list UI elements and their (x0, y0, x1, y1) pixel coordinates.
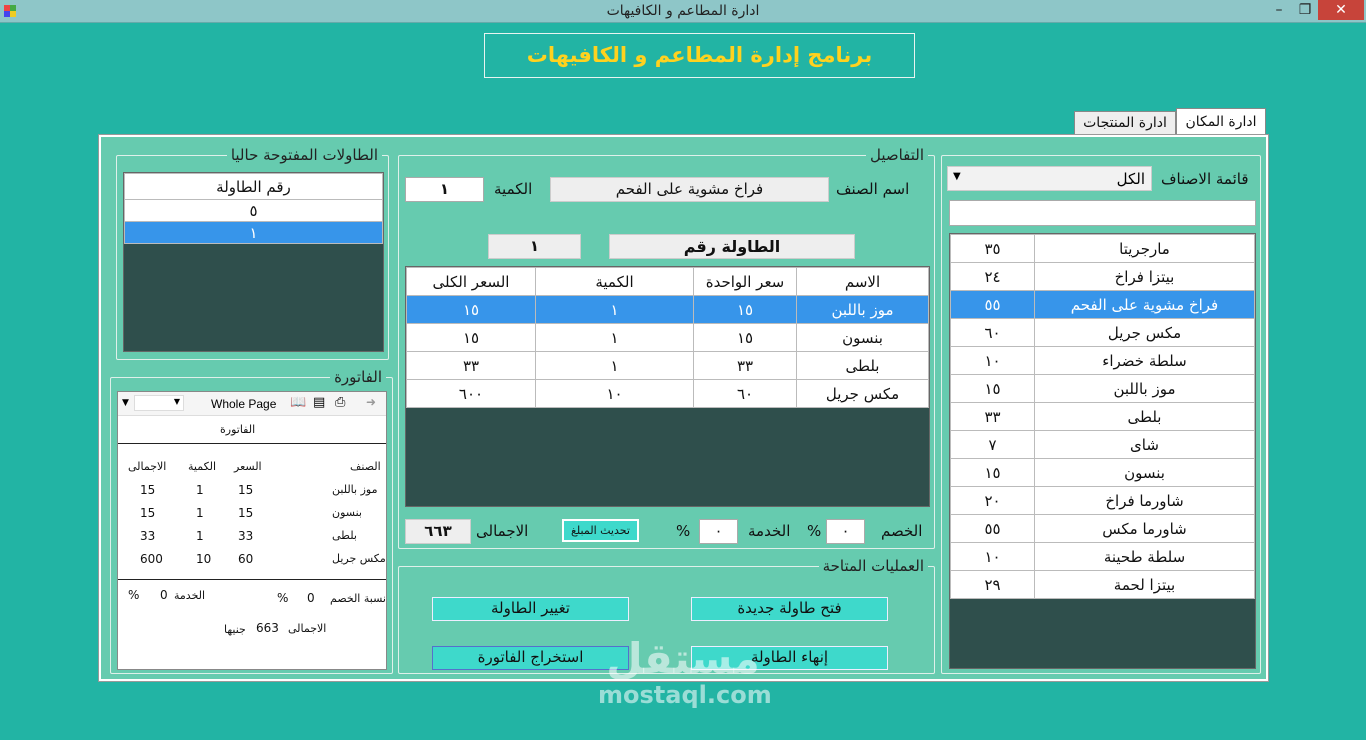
total-value: ٦٦٣ (405, 519, 471, 544)
report-viewer[interactable] (117, 391, 387, 670)
order-row[interactable] (407, 380, 929, 408)
tab-content-inner (101, 137, 1266, 679)
categories-label: قائمة الاصناف (1161, 170, 1249, 188)
invoice-group (110, 368, 393, 674)
page-setup-icon[interactable]: 📖 (290, 395, 307, 410)
discount-label: الخصم (881, 522, 923, 540)
col-name: الاسم (797, 268, 929, 296)
report-cell-total: 15 (140, 506, 156, 520)
order-cell-total: ١٥ (407, 296, 536, 324)
update-total-button[interactable]: تحديث المبلغ (562, 519, 639, 542)
category-row[interactable] (951, 347, 1255, 375)
window-title: ادارة المطاعم و الكافيهات (606, 3, 760, 19)
report-col-item: الصنف (350, 460, 381, 473)
category-price: ٢٤ (951, 263, 1035, 291)
report-discount-value: 0 (307, 591, 315, 605)
report-discount-percent: % (277, 591, 289, 605)
category-price: ١٥ (951, 459, 1035, 487)
order-cell-total: ٦٠٠ (407, 380, 536, 408)
categories-grid[interactable] (949, 233, 1256, 669)
order-cell-qty: ١٠ (536, 380, 694, 408)
report-service-percent: % (128, 588, 140, 602)
order-row[interactable] (407, 324, 929, 352)
table-number-value: ١ (488, 234, 581, 259)
category-price: ١٠ (951, 543, 1035, 571)
watermark-latin: mostaql.com (598, 681, 772, 709)
qty-label: الكمية (494, 180, 533, 198)
report-col-total: الاجمالى (128, 460, 167, 473)
total-label: الاجمالى (476, 522, 529, 540)
col-unit-price: سعر الواحدة (694, 268, 797, 296)
category-price: ١٥ (951, 375, 1035, 403)
order-cell-name: بنسون (797, 324, 929, 352)
order-cell-name: بلطى (797, 352, 929, 380)
app-banner: برنامج إدارة المطاعم و الكافيهات (484, 33, 915, 78)
category-row[interactable] (951, 459, 1255, 487)
report-cell-qty: 1 (196, 483, 204, 497)
restore-icon[interactable]: ❐ (1298, 2, 1312, 18)
order-cell-total: ١٥ (407, 324, 536, 352)
open-table-row[interactable] (125, 222, 383, 244)
report-currency: جنيها (224, 623, 246, 636)
table-number-label: الطاولة رقم (609, 234, 855, 259)
category-name: مكس جريل (1035, 319, 1255, 347)
report-cell-price: 15 (238, 506, 254, 520)
zoom-select[interactable] (134, 395, 184, 411)
category-row[interactable] (951, 263, 1255, 291)
open-table-row[interactable] (125, 200, 383, 222)
print-layout-icon[interactable]: ▤ (313, 395, 326, 410)
order-cell-unit-price: ١٥ (694, 324, 797, 352)
order-cell-total: ٣٣ (407, 352, 536, 380)
category-price: ٥٥ (951, 291, 1035, 319)
order-cell-unit-price: ١٥ (694, 296, 797, 324)
minimize-icon[interactable]: – (1275, 2, 1283, 18)
details-title: التفاصيل (866, 146, 928, 164)
export-icon[interactable]: ▼ (122, 398, 129, 408)
report-title: الفاتورة (220, 423, 256, 436)
category-row[interactable] (951, 235, 1255, 263)
category-name: بنسون (1035, 459, 1255, 487)
col-total: السعر الكلى (407, 268, 536, 296)
category-price: ٢٩ (951, 571, 1035, 599)
report-cell-price: 33 (238, 529, 254, 543)
report-cell-qty: 1 (196, 506, 204, 520)
order-row[interactable] (407, 352, 929, 380)
category-name: موز باللبن (1035, 375, 1255, 403)
order-cell-qty: ١ (536, 352, 694, 380)
details-group (398, 146, 935, 549)
order-grid[interactable] (405, 266, 930, 507)
report-cell-price: 15 (238, 483, 254, 497)
category-row[interactable] (951, 319, 1255, 347)
report-toolbar (118, 392, 386, 416)
print-invoice-button[interactable]: استخراج الفاتورة (432, 646, 629, 670)
report-service-value: 0 (160, 588, 168, 602)
col-table-number: رقم الطاولة (125, 174, 383, 200)
category-price: ٦٠ (951, 319, 1035, 347)
close-icon[interactable]: ✕ (1318, 0, 1364, 20)
category-price: ٧ (951, 431, 1035, 459)
category-name: سلطة طحينة (1035, 543, 1255, 571)
category-search-input[interactable] (949, 200, 1256, 226)
print-icon[interactable]: ⎙ (335, 395, 346, 410)
report-total-value: 663 (256, 621, 279, 635)
order-table (406, 267, 929, 408)
category-name: بيتزا فراخ (1035, 263, 1255, 291)
chevron-down-icon: ▼ (953, 171, 961, 182)
order-cell-unit-price: ٣٣ (694, 352, 797, 380)
category-name: فراخ مشوية على الفحم (1035, 291, 1255, 319)
order-cell-qty: ١ (536, 324, 694, 352)
col-qty: الكمية (536, 268, 694, 296)
report-cell-total: 15 (140, 483, 156, 497)
category-row[interactable] (951, 571, 1255, 599)
zoom-value: Whole Page (211, 397, 277, 411)
change-table-button[interactable]: تغيير الطاولة (432, 597, 629, 621)
report-total-label: الاجمالى (288, 622, 327, 635)
order-cell-unit-price: ٦٠ (694, 380, 797, 408)
category-row[interactable] (951, 403, 1255, 431)
tab-products[interactable]: ادارة المنتجات (1074, 111, 1176, 135)
order-header-row (407, 268, 929, 296)
new-table-button[interactable]: فتح طاولة جديدة (691, 597, 888, 621)
report-footer-rule (118, 579, 386, 580)
watermark (598, 634, 772, 709)
tab-content-panel (98, 134, 1269, 682)
report-cell-item: موز باللبن (332, 483, 378, 496)
category-row[interactable] (951, 375, 1255, 403)
category-row[interactable] (951, 291, 1255, 319)
category-price: ١٠ (951, 347, 1035, 375)
report-col-price: السعر (234, 460, 262, 473)
category-select[interactable] (947, 166, 1152, 191)
order-cell-qty: ١ (536, 296, 694, 324)
order-cell-name: موز باللبن (797, 296, 929, 324)
report-discount-label: نسبة الخصم (330, 592, 386, 605)
watermark-arabic: مستقل (606, 634, 760, 683)
report-cell-qty: 1 (196, 529, 204, 543)
report-service-label: الخدمة (174, 589, 206, 602)
open-tables-group (116, 146, 389, 360)
operations-title: العمليات المتاحة (819, 557, 928, 575)
report-cell-total: 33 (140, 529, 156, 543)
forward-icon[interactable]: ➜ (366, 395, 377, 409)
category-row[interactable] (951, 431, 1255, 459)
category-row[interactable] (951, 515, 1255, 543)
open-tables-grid[interactable] (123, 172, 384, 352)
discount-input[interactable]: ٠ (826, 519, 865, 544)
service-label: الخدمة (748, 522, 791, 540)
category-name: شاورما مكس (1035, 515, 1255, 543)
category-price: ٥٥ (951, 515, 1035, 543)
qty-input[interactable]: ١ (405, 177, 484, 202)
zoom-chevron-icon: ▼ (173, 397, 180, 406)
tab-places[interactable]: ادارة المكان (1176, 108, 1266, 136)
report-col-qty: الكمية (188, 460, 217, 473)
open-tables-table (124, 173, 383, 244)
report-cell-item: بلطى (332, 529, 357, 542)
category-name: سلطة خضراء (1035, 347, 1255, 375)
service-percent: % (676, 522, 691, 540)
report-cell-item: بنسون (332, 506, 362, 519)
item-name-field[interactable]: فراخ مشوية على الفحم (550, 177, 829, 202)
category-name: شاى (1035, 431, 1255, 459)
report-cell-price: 60 (238, 552, 254, 566)
category-name: بيتزا لحمة (1035, 571, 1255, 599)
open-tables-header (125, 174, 383, 200)
report-cell-qty: 10 (196, 552, 212, 566)
categories-table (950, 234, 1255, 599)
report-title-rule (118, 443, 386, 444)
service-input[interactable]: ٠ (699, 519, 738, 544)
open-table-number: ٥ (125, 200, 383, 222)
category-row[interactable] (951, 543, 1255, 571)
discount-percent: % (807, 522, 822, 540)
item-name-label: اسم الصنف (836, 180, 910, 198)
category-price: ٣٥ (951, 235, 1035, 263)
open-tables-title: الطاولات المفتوحة حاليا (227, 146, 382, 164)
order-row[interactable] (407, 296, 929, 324)
category-name: شاورما فراخ (1035, 487, 1255, 515)
category-name: بلطى (1035, 403, 1255, 431)
order-cell-name: مكس جريل (797, 380, 929, 408)
category-row[interactable] (951, 487, 1255, 515)
category-price: ٣٣ (951, 403, 1035, 431)
invoice-title: الفاتورة (330, 368, 386, 386)
report-cell-item: مكس جريل (332, 552, 386, 565)
category-price: ٢٠ (951, 487, 1035, 515)
categories-group (941, 155, 1261, 674)
category-name: مارجريتا (1035, 235, 1255, 263)
window-titlebar (0, 0, 1366, 23)
open-table-number: ١ (125, 222, 383, 244)
category-select-value: الكل (1116, 170, 1145, 188)
report-cell-total: 600 (140, 552, 163, 566)
close-table-button[interactable]: إنهاء الطاولة (691, 646, 888, 670)
